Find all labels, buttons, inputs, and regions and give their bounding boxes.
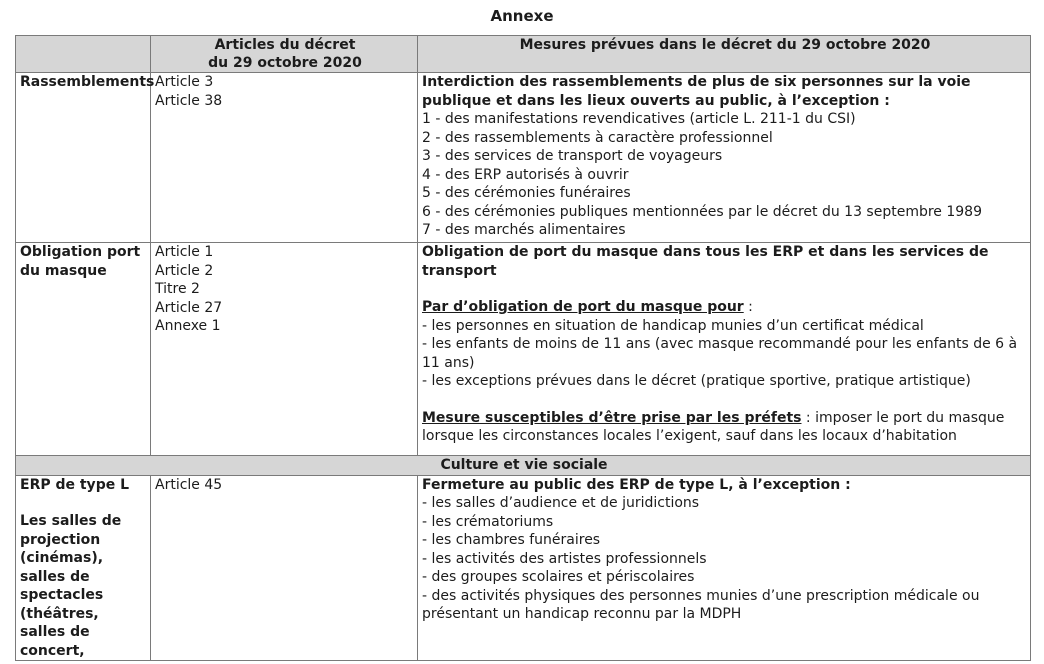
- row-label: ERP de type L: [20, 476, 129, 493]
- list-item: 3 - des services de transport de voyageurs: [422, 148, 723, 164]
- spacer: [422, 280, 1028, 298]
- measure-title: Fermeture au public des ERP de type L, à l’exception :: [422, 476, 851, 493]
- article-ref: Annexe 1: [155, 318, 221, 334]
- row-label: Obligation port du masque: [20, 244, 141, 279]
- section-row: [16, 456, 1031, 476]
- list-item: 2 - des rassemblements à caractère professionnel: [422, 129, 773, 146]
- list-item: - les exceptions prévues dans le décret (pratique sportive, pratique artistique): [422, 373, 971, 389]
- article-ref: Article 3: [155, 74, 214, 90]
- header-articles-label: Articles du décret du 29 octobre 2020: [208, 37, 362, 71]
- row-label-detail: Les salles de projection (cinémas), salles de spectacles (théâtres, salles de concert,: [20, 513, 122, 659]
- row-label-cell: [16, 475, 151, 661]
- list-item: 7 - des marchés alimentaires: [422, 222, 626, 238]
- header-mesures-label: Mesures prévues dans le décret du 29 octobre 2020: [519, 37, 931, 53]
- subheading: Par d’obligation de port du masque pour: [422, 299, 744, 315]
- articles-cell: [151, 475, 418, 661]
- list-item: - les personnes en situation de handicap munies d’un certificat médical: [422, 317, 924, 334]
- list-item: 1 - des manifestations revendicatives (article L. 211-1 du CSI): [422, 111, 856, 127]
- articles-cell: [151, 243, 418, 456]
- prefect-measure: [422, 409, 1028, 446]
- list-item: - les crématoriums: [422, 513, 554, 530]
- section-title: Culture et vie sociale: [440, 457, 608, 473]
- articles-cell: [151, 73, 418, 243]
- measure-cell: [418, 475, 1031, 661]
- section-heading: [16, 456, 1031, 476]
- table-row: [16, 475, 1031, 661]
- measure-title: Interdiction des rassemblements de plus de six personnes sur la voie publique et dans les lieux ouverts au public, à l’exception :: [422, 74, 971, 109]
- page-title: Annexe: [490, 7, 554, 25]
- header-articles: [151, 36, 418, 73]
- spacer: [20, 494, 148, 512]
- article-ref: Article 27: [155, 299, 223, 316]
- table-row: [16, 243, 1031, 456]
- spacer: [422, 391, 1028, 409]
- list-item: - les salles d’audience et de juridictions: [422, 495, 700, 511]
- table-row: [16, 73, 1031, 243]
- list-item: 4 - des ERP autorisés à ouvrir: [422, 166, 629, 183]
- list-item: - des activités physiques des personnes munies d’une prescription médicale ou présentant un handicap reconnu par la MDPH: [422, 587, 980, 622]
- article-ref: Article 1: [155, 244, 214, 260]
- header-blank-cell: [16, 36, 151, 73]
- list-item: - des groupes scolaires et périscolaires: [422, 569, 695, 585]
- list-item: 5 - des cérémonies funéraires: [422, 185, 631, 201]
- list-item: - les enfants de moins de 11 ans (avec masque recommandé pour les enfants de 6 à 11 ans): [422, 336, 1018, 371]
- list-item: 6 - des cérémonies publiques mentionnées par le décret du 13 septembre 1989: [422, 203, 982, 220]
- annex-table: [15, 35, 1031, 661]
- row-label-cell: [16, 73, 155, 243]
- list-item: - les chambres funéraires: [422, 532, 601, 548]
- subheading-suffix: :: [743, 299, 753, 315]
- list-item: - les activités des artistes professionnels: [422, 550, 707, 567]
- article-ref: Article 38: [155, 92, 223, 109]
- header-mesures: [418, 36, 1031, 73]
- measure-cell: [418, 73, 1031, 243]
- prefect-text: : imposer le port du masque lorsque les circonstances locales l’exigent, sauf dans les locaux d’habitation: [422, 409, 1005, 444]
- article-ref: Titre 2: [155, 281, 200, 297]
- article-ref: Article 2: [155, 262, 214, 279]
- table-header-row: [16, 36, 1031, 73]
- measure-title: Obligation de port du masque dans tous les ERP et dans les services de transport: [422, 244, 989, 279]
- row-label: Rassemblements: [20, 74, 155, 90]
- prefect-heading: Mesure susceptibles d’être prise par les préfets: [422, 409, 802, 426]
- measure-cell: [418, 243, 1031, 456]
- subheading-line: [422, 298, 1028, 317]
- row-label-cell: [16, 243, 151, 456]
- article-ref: Article 45: [155, 476, 223, 493]
